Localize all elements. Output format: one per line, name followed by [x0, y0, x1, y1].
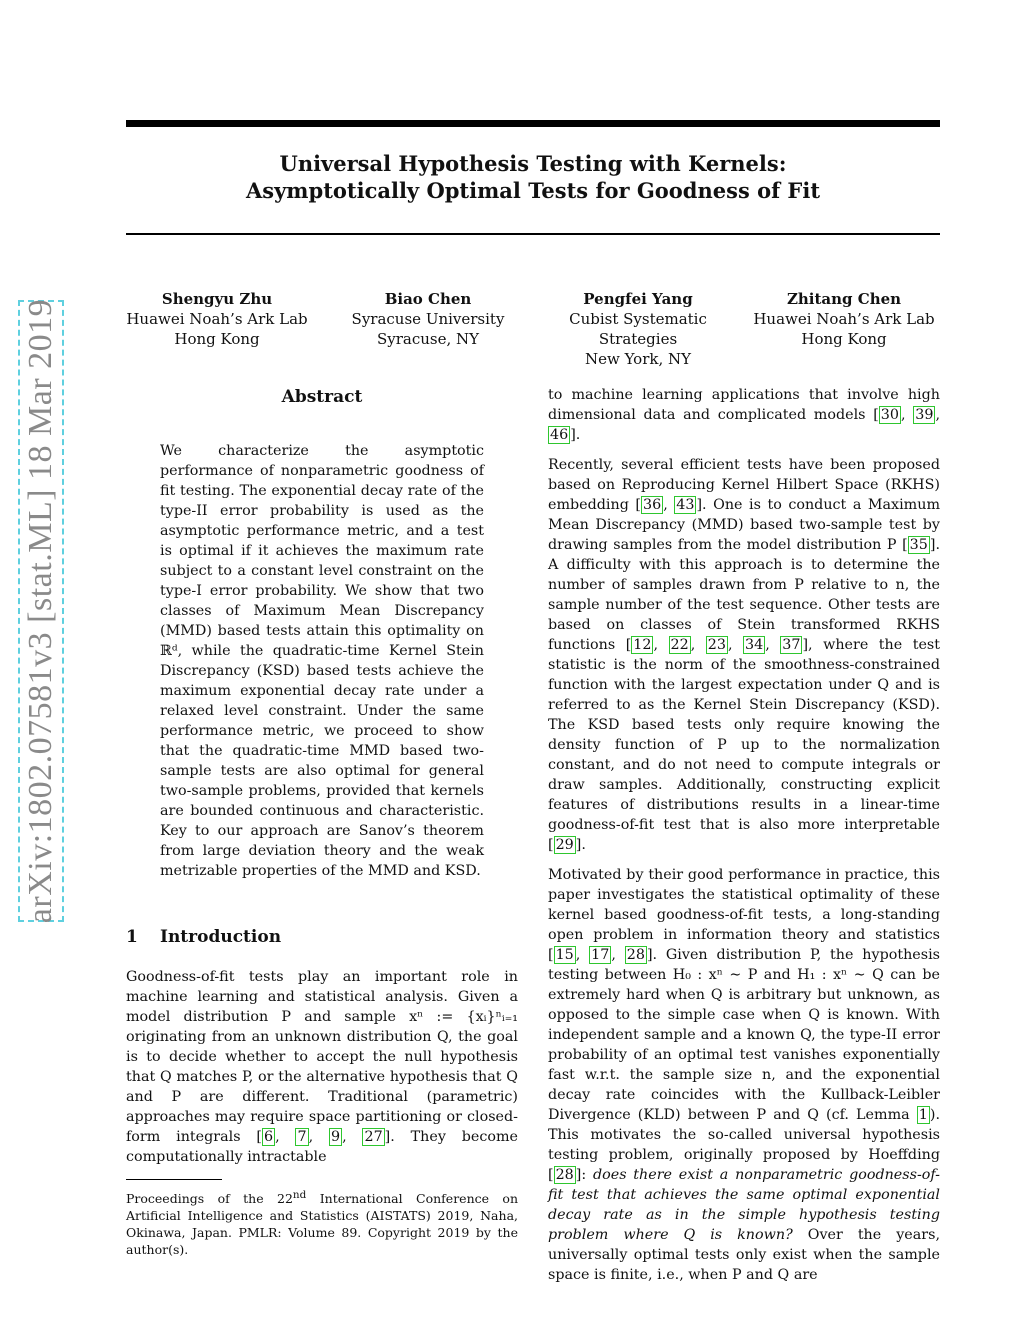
author-location: Syracuse, NY [376, 330, 480, 348]
paragraph-text: . One is to conduct a Maximum Mean Discrepancy (MMD) based two-sample test by drawing samples from the model distribution P [548, 497, 940, 553]
right-paragraph-1: to machine learning applications that involve high dimensional data and complicated models [ 30 , 39 , 46 ]. [548, 387, 940, 443]
author-block [126, 289, 940, 368]
citation-link[interactable]: 36 [642, 497, 662, 513]
citation-link[interactable]: 6 [263, 1129, 274, 1145]
author-affiliation: Syracuse University [351, 310, 505, 328]
citation-link[interactable]: 23 [707, 637, 726, 653]
footnote-rule [126, 1179, 222, 1180]
citation-link[interactable]: 35 [909, 537, 928, 553]
citation-link[interactable]: 37 [782, 637, 801, 653]
author-3 [528, 289, 748, 369]
author-location: New York, NY [584, 350, 692, 368]
citation-link[interactable]: 28 [626, 947, 645, 963]
citation-link[interactable]: 17 [591, 947, 610, 963]
right-column [548, 385, 940, 1295]
paragraph-text: Over the years, universally optimal tests only exist when the sample space is finite, i.e., when P and Q are [548, 1227, 940, 1283]
title-line-2: Asymptotically Optimal Tests for Goodness of Fit [245, 178, 821, 203]
citation-link[interactable]: 29 [555, 837, 574, 853]
intro-paragraph: Goodness-of-fit tests play an important role in machine learning and statistical analysis. Given a model distribution P and sample xⁿ := {xᵢ}ⁿᵢ₌₁ originating from an unknown distribution Q, the goal is to decide whether to accept the null hypothesis that Q matches P, or the alternative hypothesis that Q and P are different. Traditional (parametric) approaches may require space partitioning or closed-form integrals [ 6 , 7 , 9 , 27 ]. They become computationally intractable [126, 969, 518, 1165]
section-number: 1 [126, 927, 138, 947]
left-column [126, 385, 518, 1258]
citation-link[interactable]: 27 [364, 1129, 383, 1145]
abstract-text: We characterize the asymptotic performance of nonparametric goodness of fit testing. The exponential decay rate of the type-II error probability is used as the asymptotic performance metric, and a test is optimal if it achieves the maximum rate subject to a constant level constraint on the type-I error probability. We show that two classes of Maximum Mean Discrepancy (MMD) based tests attain this optimality on ℝᵈ, while the quadratic-time Kernel Stein Discrepancy (KSD) based tests achieve the maximum exponential decay rate under a relaxed level constraint. Under the same performance metric, we proceed to show that the quadratic-time MMD based two-sample tests are also optimal for general two-sample problems, provided that kernels are bounded continuous and characteristic. Key to our approach are Sanov’s theorem from large deviation theory and the weak metrizable properties of the MMD and KSD. [160, 443, 484, 879]
author-location: Hong Kong [801, 330, 887, 348]
author-name: Biao Chen [384, 290, 472, 308]
footnote-superscript: nd [292, 1189, 307, 1201]
author-name: Shengyu Zhu [161, 290, 273, 308]
citation-link[interactable]: 46 [550, 427, 569, 443]
paragraph-text: Recently, several efficient tests have been proposed based on Reproducing Kernel Hilbert Space (RKHS) embedding [548, 457, 940, 513]
title-rule-bottom [126, 233, 940, 235]
title-rule-top [126, 120, 940, 127]
arxiv-identifier: arXiv:1802.07581v3 [stat.ML] 18 Mar 2019 [22, 298, 59, 924]
citation-link[interactable]: 12 [633, 637, 652, 653]
citation-link[interactable]: 22 [670, 637, 689, 653]
paragraph-text: : [581, 1167, 593, 1183]
citation-link[interactable]: 7 [297, 1129, 307, 1145]
citation-link[interactable]: 30 [880, 407, 899, 423]
citation-link[interactable]: 15 [555, 947, 574, 963]
paragraph-text: , where the test statistic is the norm of the smoothness-constrained function with the largest expectation under Q and is referred to as the Kernel Stein Discrepancy (KSD). The KSD based tests only require knowing the density function of P up to the normalization constant, and do not need to compute integrals or draw samples. Additionally, constructing explicit features of distributions results in a linear-time goodness-of-fit test that is also more interpretable [548, 637, 940, 833]
author-affiliation: Huawei Noah’s Ark Lab [126, 310, 308, 328]
title-line-1: Universal Hypothesis Testing with Kernels: [279, 151, 787, 176]
author-location: Hong Kong [174, 330, 260, 348]
citation-link[interactable]: 9 [330, 1129, 341, 1145]
paragraph-text: Motivated by their good performance in practice, this paper investigates the statistical optimality of these kernel based goodness-of-fit tests, a long-standing open problem in information theory and statistics [548, 867, 940, 943]
lemma-link[interactable]: 1 [918, 1107, 928, 1123]
paragraph-text: . A difficulty with this approach is to determine the number of samples drawn from P relative to n, the sample number of the test sequence. Other tests are based on classes of Stein transformed RKHS functions [548, 537, 940, 653]
author-affiliation: Huawei Noah’s Ark Lab [753, 310, 935, 328]
author-name: Zhitang Chen [786, 290, 902, 308]
citation-link[interactable]: 28 [555, 1167, 574, 1183]
author-4 [734, 289, 954, 349]
citation-link[interactable]: 34 [745, 637, 764, 653]
arxiv-identifier-box [18, 300, 64, 922]
paragraph-text: to machine learning applications that involve high dimensional data and complicated models [548, 387, 940, 423]
footnote-prefix: Proceedings of the 22 [126, 1191, 293, 1207]
paragraph-text: ). This motivates the so-called universal hypothesis testing problem, originally proposed by Hoeffding [548, 1107, 940, 1163]
section-heading-introduction [126, 925, 518, 949]
author-1 [107, 289, 327, 349]
citation-link[interactable]: 43 [676, 497, 695, 513]
author-2 [318, 289, 538, 349]
footnote [126, 1187, 518, 1258]
paragraph-text: . Given distribution P, the hypothesis testing between H₀ : xⁿ ∼ P and H₁ : xⁿ ∼ Q can be extremely hard when Q is arbitrary but unknown, as opposed to the simple case when Q is known. With independent sample and a known Q, the type-II error probability of an optimal test vanishes exponentially fast w.r.t. the sample size n, and the exponential decay rate coincides with the Kullback-Leibler Divergence (KLD) between P and Q (cf. Lemma [548, 947, 940, 1123]
footnote-rest: International Conference on Artificial Intelligence and Statistics (AISTATS) 2019, Naha, Okinawa, Japan. PMLR: Volume 89. Copyright 2019 by the author(s). [126, 1191, 519, 1258]
abstract-heading: Abstract [281, 387, 363, 407]
paper-title [126, 150, 940, 204]
right-paragraph-3: Motivated by their good performance in practice, this paper investigates the statistical optimality of these kernel based goodness-of-fit tests, a long-standing open problem in information theory and statistics [ 15 , 17 , 28 ]. Given distribution P, the hypothesis testing between H₀ : xⁿ ∼ P and H₁ : xⁿ ∼ Q can be extremely hard when Q is arbitrary but unknown, as opposed to the simple case when Q is known. With independent sample and a known Q, the type-II error probability of an optimal test vanishes exponentially fast w.r.t. the sample size n, and the exponential decay rate coincides with the Kullback-Leibler Divergence (KLD) between P and Q (cf. Lemma 1 ). This motivates the so-called universal hypothesis testing problem, originally proposed by Hoeffding [ 28 ]: does there exist a nonparametric goodness-of-fit test that achieves the same optimal exponential decay rate as in the simple hypothesis testing problem where Q is known? Over the years, universally optimal tests only exist when the sample space is finite, i.e., when P and Q are [548, 867, 940, 1283]
intro-text: Goodness-of-fit tests play an important role in machine learning and statistical analysis. Given a model distribution P and sample xⁿ := {xᵢ}ⁿᵢ₌₁ originating from an unknown distribution Q, the goal is to decide whether to accept the null hypothesis that Q matches P, or the alternative hypothesis that Q and P are different. Traditional (parametric) approaches may require space partitioning or closed-form integrals [126, 969, 518, 1145]
section-title: Introduction [160, 927, 282, 947]
author-name: Pengfei Yang [583, 290, 693, 308]
intro-text-end: . They become computationally intractable [126, 1129, 518, 1165]
emphasized-question: does there exist a nonparametric goodness-of-fit test that achieves the same optimal exponential decay rate as in the simple hypothesis testing problem where Q is known? [548, 1167, 940, 1243]
author-affiliation: Cubist Systematic Strategies [569, 310, 707, 348]
right-paragraph-2: Recently, several efficient tests have been proposed based on Reproducing Kernel Hilbert Space (RKHS) embedding [ 36 , 43 ]. One is to conduct a Maximum Mean Discrepancy (MMD) based two-sample test by drawing samples from the model distribution P [ 35 ]. A difficulty with this approach is to determine the number of samples drawn from P relative to n, the sample number of the test sequence. Other tests are based on classes of Stein transformed RKHS functions [ 12 , 22 , 23 , 34 , 37 ], where the test statistic is the norm of the smoothness-constrained function with the largest expectation under Q and is referred to as the Kernel Stein Discrepancy (KSD). The KSD based tests only require knowing the density function of P up to the normalization constant, and do not need to compute integrals or draw samples. Additionally, constructing explicit features of distributions results in a linear-time goodness-of-fit test that is also more interpretable [ 29 ]. [548, 457, 940, 853]
citation-link[interactable]: 39 [915, 407, 934, 423]
